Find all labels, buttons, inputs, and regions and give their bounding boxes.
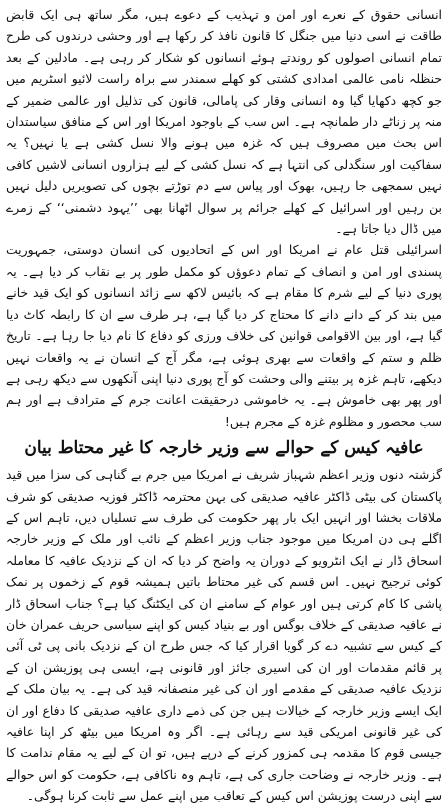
paragraph-gaza-genocide: انسانی حقوق کے نعرے اور امن و تہذیب کے دعوے ہیں، مگر ساتھ ہی ایک قابض طاقت نے اسی دنیا میں جنگل کا قانون نافذ کر رکھا ہے اور وحشی درندوں کی طرح تمام انسانی اصولوں کو روندتے ہوئے انسانوں کو شکار کر رہی ہے۔ مادلین کے بعد حنظلہ نامی عالمی امدادی کشتی کو کھلے سمندر سے براہ راست لائیو اسٹریم میں جو کچھ دکھایا گیا وہ انسانی وقار کی پامالی، قانون کی تذلیل اور عالمی ضمیر کے منہ پر زناٹے دار طمانچہ ہے۔ اس سب کے باوجود امریکا اور اس کے منافق سیاستدان اس بحث میں مصروف ہیں کہ غزہ میں ہونے والا نسل کشی ہے یا نہیں؟ یہ سفاکیت اور سنگدلی کی انتہا ہے کہ نسل کشی کے لیے ہزاروں انسانی لاشیں کافی نہیں سمجھی جا رہیں، بھوک اور پیاس سے دم توڑتے بچوں کی تصویریں دلیل نہیں بن رہیں اور اسرائیل کے کھلے جرائم پر سوال اٹھانا بھی ’’یہود دشمنی‘‘ کے زمرے میں ڈال دیا جاتا ہے۔	[6, 7, 442, 237]
paragraph-silence-complicity: اسرائیلی قتل عام نے امریکا اور اس کے اتحادیوں کی انسان دوستی، جمہوریت پسندی اور امن و انصاف کے تمام دعوؤں کو مکمل طور پر بے نقاب کر دیا ہے۔ یہ پوری دنیا کے لیے شرم کا مقام ہے کہ بائیس لاکھ سے زائد انسانوں کو ایک قید خانے میں بند کر کے دانے دانے کا محتاج کر دیا گیا ہے، ہر طرف سے ان کا رابطہ کاٹ دیا گیا ہے، اور بین الاقوامی قوانین کی خلاف ورزی کو دفاع کا نام دیا جا رہا ہے۔ تاریخ ظلم و ستم کے واقعات سے بھری ہوئی ہے، مگر آج کے انسان نے یہ واقعات نہیں دیکھے، تاہم غزہ پر بیتنے والی وحشت کو آج پوری دنیا اپنی آنکھوں سے دیکھ رہی ہے اور پھر بھی خاموش ہے۔ یہ خاموشی درحقیقت اعانت جرم کے مترادف ہے اور ہم سب محصور و مظلوم غزہ کے مجرم ہیں!	[6, 242, 442, 429]
paragraph-aafia-case: گزشتہ دنوں وزیر اعظم شہباز شریف نے امریکا میں جرم بے گناہی کی سزا میں قید پاکستان کی بیٹی ڈاکٹر عافیہ صدیقی کی بہن محترمہ ڈاکٹر فوزیہ صدیقی کو شرف ملاقات بخشا اور انہیں ایک بار پھر حکومت کی طرف سے تسلیاں دیں، تاہم اس کے اگلے ہی دن امریکا میں موجود جناب وزیر اعظم کے نائب اور ملک کے وزیر خارجہ اسحاق ڈار نے ایک انٹرویو کے دوران یہ واضح کر دیا کہ ان کے نزدیک عافیہ کا معاملہ کوئی ترجیح نہیں۔ اس قسم کی غیر محتاط باتیں ہمیشہ قوم کے زخموں پر نمک پاشی کا کام کرتی ہیں اور عوام کے سامنے ان کی ایکٹنگ کیا ہے؟ جناب اسحاق ڈار نے عافیہ صدیقی کے خلاف بوگس اور بے بنیاد کیس کو اپنے سیاسی حریف عمران خان کے کیس سے تشبیہ دے کر گویا اقرار کیا کہ جس طرح ان کے نزدیک بانی پی ٹی آئی پر قائم مقدمات اور ان کی اسیری جائز اور قانونی ہے، ایسی ہی پوزیشن ان کے نزدیک عافیہ صدیقی کے مقدمے اور ان کی غیر منصفانہ قید کی ہے۔ یہ بیان ملک کے ایک ایسے وزیر خارجہ کے خیالات ہیں جن کی ذمے داری عافیہ صدیقی کا دفاع اور ان کی غیر قانونی امریکی قید سے رہائی ہے۔ اگر وہ امریکا میں بیٹھ کر اپنا عافیہ جیسی قوم کا مقدمہ ہی کمزور کرنے کے درپے ہیں، تو ان کے لیے یہ مقام ندامت کا ہے۔ وزیر خارجہ نے وضاحت جاری کی ہے، تاہم وہ ناکافی ہے، حکومت کو اس حوالے سے اپنی درست پوزیشن اس کیس کے تعاقب میں اپنے عمل سے ثابت کرنا ہوگی۔	[6, 467, 442, 804]
section-heading: عافیہ کیس کے حوالے سے وزیر خارجہ کا غیر محتاط بیان	[24, 438, 424, 459]
